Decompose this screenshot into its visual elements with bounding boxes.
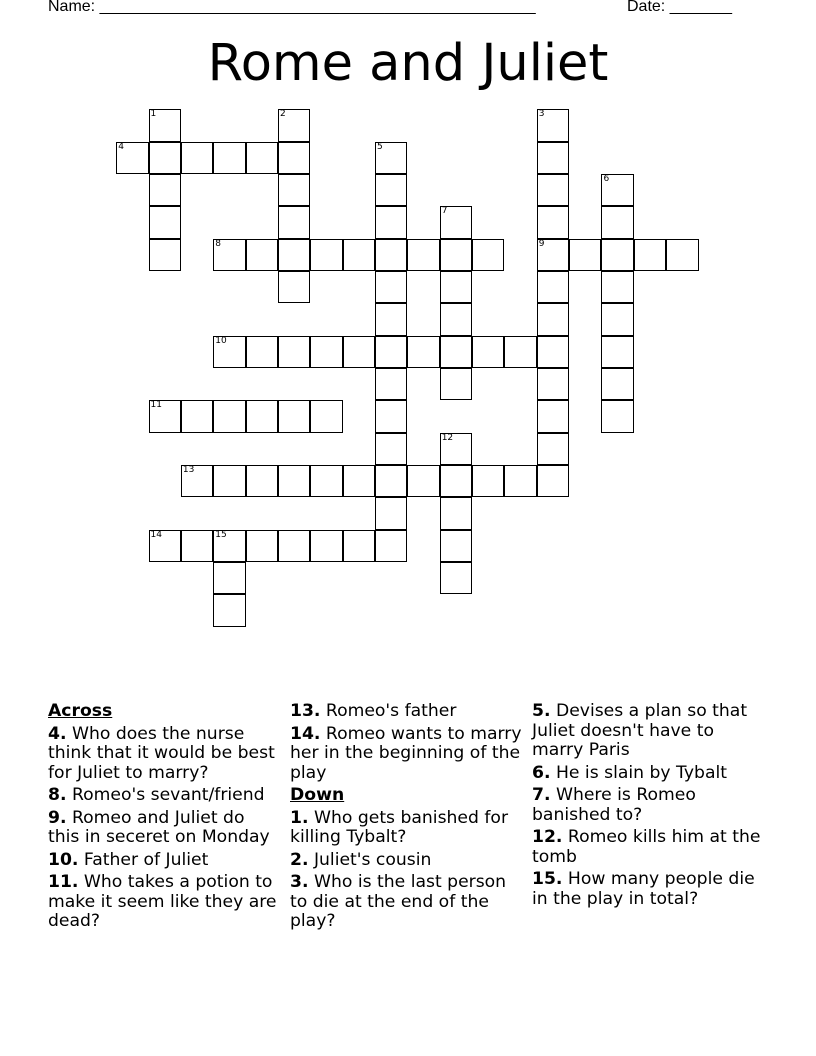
grid-cell[interactable]	[246, 336, 278, 368]
grid-cell[interactable]	[310, 239, 342, 271]
grid-cell[interactable]	[343, 530, 375, 562]
grid-cell[interactable]	[537, 271, 569, 303]
cell-number: 3	[538, 109, 545, 120]
grid-cell[interactable]	[116, 142, 148, 174]
grid-cell[interactable]	[504, 336, 536, 368]
clue-across-4: 4. Who does the nurse think that it would be best for Juliet to marry?	[48, 723, 275, 783]
clue-across-11: 11. Who takes a potion to make it seem like they are dead?	[48, 872, 277, 931]
grid-cell[interactable]	[407, 239, 439, 271]
grid-cell[interactable]	[246, 465, 278, 497]
grid-cell[interactable]	[440, 465, 472, 497]
grid-cell[interactable]	[440, 562, 472, 594]
clue-down-7: 7. Where is Romeo banished to?	[532, 785, 696, 825]
cell-number: 14	[150, 529, 162, 540]
grid-cell[interactable]	[375, 239, 407, 271]
grid-cell[interactable]	[343, 465, 375, 497]
clue-down-6: 6. He is slain by Tybalt	[532, 762, 728, 783]
grid-cell[interactable]	[601, 271, 633, 303]
grid-cell[interactable]	[278, 400, 310, 432]
cell-number: 2	[279, 109, 286, 120]
grid-cell[interactable]	[213, 594, 245, 626]
clue-across-13: 13. Romeo's father	[290, 701, 457, 721]
grid-cell[interactable]	[537, 368, 569, 400]
grid-cell[interactable]	[601, 206, 633, 238]
grid-cell[interactable]	[246, 239, 278, 271]
grid-cell[interactable]	[149, 206, 181, 238]
date-field-label: Date: _______	[627, 0, 732, 15]
grid-cell[interactable]	[278, 206, 310, 238]
grid-cell[interactable]	[601, 174, 633, 206]
grid-cell[interactable]	[149, 174, 181, 206]
grid-cell[interactable]	[149, 109, 181, 141]
grid-cell[interactable]	[343, 336, 375, 368]
cell-number: 13	[182, 465, 195, 476]
grid-cell[interactable]	[440, 368, 472, 400]
grid-cell[interactable]	[601, 368, 633, 400]
grid-cell[interactable]	[569, 239, 601, 271]
grid-cell[interactable]	[375, 368, 407, 400]
name-field-label: Name: _________________________________________________	[48, 0, 536, 15]
grid-cell[interactable]	[278, 465, 310, 497]
grid-cell[interactable]	[666, 239, 698, 271]
clue-across-14: 14. Romeo wants to marry her in the beginning of the play	[290, 723, 522, 783]
grid-cell[interactable]	[537, 400, 569, 432]
grid-cell[interactable]	[278, 530, 310, 562]
cell-number: 7	[441, 206, 448, 217]
grid-cell[interactable]	[440, 206, 472, 238]
clue-down-1: 1. Who gets banished for killing Tybalt?	[290, 807, 509, 847]
grid-cell[interactable]	[310, 530, 342, 562]
grid-cell[interactable]	[407, 336, 439, 368]
grid-cell[interactable]	[440, 433, 472, 465]
grid-cell[interactable]	[213, 562, 245, 594]
grid-cell[interactable]	[440, 336, 472, 368]
grid-cell[interactable]	[634, 239, 666, 271]
clue-down-15: 15. How many people die in the play in total?	[532, 869, 755, 909]
grid-cell[interactable]	[149, 142, 181, 174]
grid-cell[interactable]	[537, 206, 569, 238]
cell-number: 9	[538, 238, 545, 249]
grid-cell[interactable]	[278, 271, 310, 303]
grid-cell[interactable]	[149, 400, 181, 432]
grid-cell[interactable]	[472, 465, 504, 497]
grid-cell[interactable]	[375, 206, 407, 238]
grid-cell[interactable]	[472, 239, 504, 271]
clue-down-3: 3. Who is the last person to die at the end of the play?	[290, 872, 507, 931]
grid-cell[interactable]	[149, 530, 181, 562]
grid-cell[interactable]	[213, 239, 245, 271]
grid-cell[interactable]	[375, 271, 407, 303]
grid-cell[interactable]	[310, 336, 342, 368]
grid-cell[interactable]	[537, 303, 569, 335]
grid-cell[interactable]	[504, 465, 536, 497]
cell-number: 8	[215, 238, 221, 249]
clue-down-12: 12. Romeo kills him at the tomb	[532, 827, 761, 867]
grid-cell[interactable]	[343, 239, 375, 271]
grid-cell[interactable]	[537, 239, 569, 271]
clue-column-2	[290, 702, 522, 935]
grid-cell[interactable]	[407, 465, 439, 497]
grid-cell[interactable]	[375, 400, 407, 432]
grid-cell[interactable]	[213, 530, 245, 562]
grid-cell[interactable]	[278, 142, 310, 174]
grid-cell[interactable]	[310, 400, 342, 432]
grid-cell[interactable]	[278, 239, 310, 271]
cell-number: 5	[377, 141, 383, 152]
grid-cell[interactable]	[440, 239, 472, 271]
grid-cell[interactable]	[149, 239, 181, 271]
grid-cell[interactable]	[537, 465, 569, 497]
grid-cell[interactable]	[181, 465, 213, 497]
page-title: Rome and Juliet	[207, 34, 609, 93]
clue-column-1	[48, 702, 280, 935]
grid-cell[interactable]	[375, 336, 407, 368]
grid-cell[interactable]	[440, 303, 472, 335]
grid-cell[interactable]	[601, 336, 633, 368]
grid-cell[interactable]	[213, 400, 245, 432]
grid-cell[interactable]	[375, 174, 407, 206]
grid-cell[interactable]	[537, 142, 569, 174]
grid-cell[interactable]	[375, 497, 407, 529]
grid-cell[interactable]	[213, 142, 245, 174]
cell-number: 11	[150, 400, 162, 411]
grid-cell[interactable]	[472, 336, 504, 368]
grid-cell[interactable]	[375, 142, 407, 174]
clue-down-2: 2. Juliet's cousin	[290, 849, 432, 870]
grid-cell[interactable]	[537, 174, 569, 206]
clue-across-10: 10. Father of Juliet	[48, 849, 209, 870]
grid-cell[interactable]	[375, 530, 407, 562]
grid-cell[interactable]	[440, 530, 472, 562]
grid-cell[interactable]	[278, 109, 310, 141]
cell-number: 10	[215, 335, 227, 346]
cell-number: 4	[118, 141, 124, 152]
grid-cell[interactable]	[181, 530, 213, 562]
grid-cell[interactable]	[601, 303, 633, 335]
cell-number: 12	[441, 432, 454, 443]
grid-cell[interactable]	[213, 465, 245, 497]
grid-cell[interactable]	[601, 239, 633, 271]
grid-cell[interactable]	[213, 336, 245, 368]
clue-across-9: 9. Romeo and Juliet do this in seceret on Monday	[48, 807, 270, 847]
grid-cell[interactable]	[181, 400, 213, 432]
across-heading: Across	[48, 701, 113, 721]
grid-cell[interactable]	[375, 465, 407, 497]
cell-number: 1	[150, 109, 157, 120]
grid-cell[interactable]	[246, 530, 278, 562]
grid-cell[interactable]	[440, 271, 472, 303]
grid-cell[interactable]	[246, 400, 278, 432]
clue-down-5: 5. Devises a plan so that Juliet doesn't have to marry Paris	[532, 701, 748, 760]
grid-cell[interactable]	[181, 142, 213, 174]
grid-cell[interactable]	[537, 433, 569, 465]
grid-cell[interactable]	[278, 174, 310, 206]
grid-cell[interactable]	[537, 336, 569, 368]
grid-cell[interactable]	[278, 336, 310, 368]
grid-cell[interactable]	[375, 433, 407, 465]
grid-cell[interactable]	[310, 465, 342, 497]
grid-cell[interactable]	[601, 400, 633, 432]
clue-column-3	[532, 702, 764, 912]
grid-cell[interactable]	[440, 497, 472, 529]
clue-across-8: 8. Romeo's sevant/friend	[48, 785, 265, 805]
grid-cell[interactable]	[375, 303, 407, 335]
cell-number: 6	[603, 173, 610, 184]
grid-cell[interactable]	[246, 142, 278, 174]
cell-number: 15	[215, 529, 227, 540]
down-heading: Down	[290, 785, 345, 805]
grid-cell[interactable]	[537, 109, 569, 141]
